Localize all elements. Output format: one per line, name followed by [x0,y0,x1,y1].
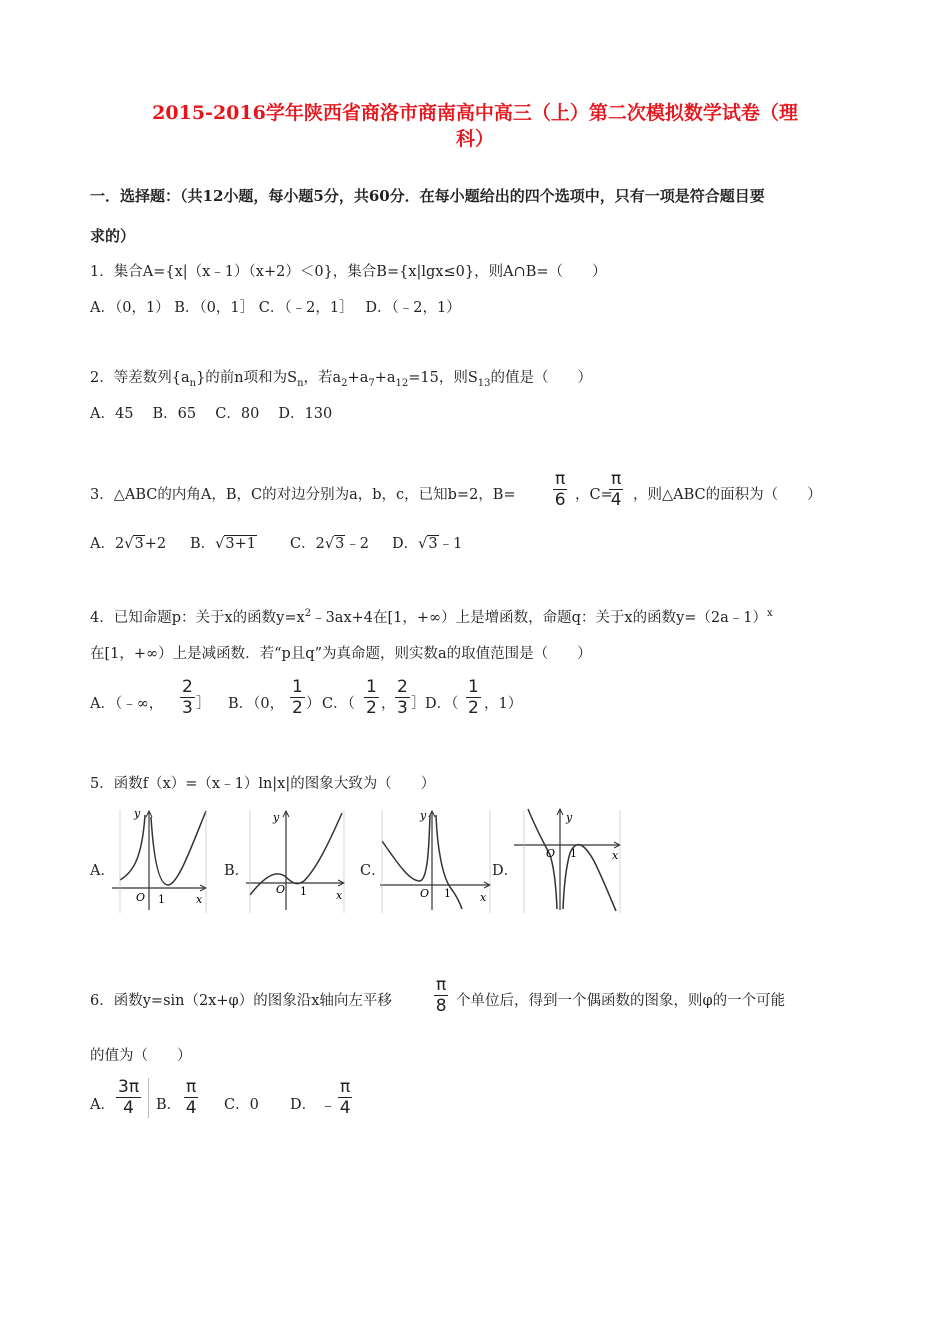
question-6-stem-line-2: 的值为（ ） [90,1048,192,1064]
fraction-pi-over-4: $\frac{\pi}{4}$ [610,469,622,510]
question-4-stem-line-2: 在[1，+∞）上是减函数．若“p且q”为真命题，则实数a的取值范围是（ ） [90,646,592,662]
fraction-2-over-3-c: $\frac{2}{3}$ [397,677,408,718]
graph-option-d [514,805,624,913]
fraction-1-over-2-b: $\frac{1}{2}$ [292,677,303,718]
question-4-option-b-text: B．（0， [228,696,285,712]
question-4-option-c-sep: ， [381,696,396,712]
svg-text:1: 1 [158,893,165,906]
divider [148,1078,149,1118]
section-heading-line-1: 一．选择题：（共12小题，每小题5分，共60分．在每小题给出的四个选项中，只有一项是符合题目要 [90,187,765,205]
question-5-label-a: A． [90,863,115,879]
svg-text:x: x [336,889,343,902]
svg-text:y: y [420,809,427,822]
svg-text:x: x [480,891,487,904]
fraction-pi-over-6: $\frac{\pi}{6}$ [554,469,566,510]
svg-text:1: 1 [570,847,577,860]
question-3-option-c: C．2√3﹣2 [290,536,370,552]
fraction-pi-over-4-b: $\frac{\pi}{4}$ [185,1077,197,1118]
question-4-option-c-text: C．（ [322,696,355,712]
svg-text:O: O [136,891,146,904]
svg-text:O: O [546,847,556,860]
section-heading-line-2: 求的） [90,227,136,245]
fraction-pi-over-8: $\frac{\pi}{8}$ [435,975,447,1016]
question-4-option-d-end: ，1） [484,696,523,712]
question-3-stem-c: ，则△ABC的面积为（ ） [633,487,822,503]
minus-sign: ﹣ [320,1095,337,1114]
question-1-options: A．（0，1） B．（0，1］ C．（﹣2，1］ D．（﹣2，1） [90,300,461,316]
page-title [60,100,890,152]
question-3-option-a: A．2√3+2 [90,536,167,552]
fraction-2-over-3-a: $\frac{2}{3}$ [182,677,193,718]
graph-option-a [112,805,210,913]
question-6-option-b-label: B． [156,1097,182,1113]
fraction-3pi-over-4: $\frac{3\pi}{4}$ [118,1077,140,1118]
svg-text:x: x [196,893,203,906]
svg-text:y: y [134,807,141,820]
question-6-option-d-label: D． [290,1097,317,1113]
question-3-option-b: B．√3+1 [190,536,257,552]
svg-text:x: x [612,849,619,862]
question-4-stem-line-1: 4．已知命题p：关于x的函数$y=x^2﹣3ax+4$在[1，+∞）上是增函数，命题q：关于x的函数y=（2a﹣1）$^x$ [90,608,773,626]
fraction-neg-pi-over-4: $\frac{\pi}{4}$ [339,1077,351,1118]
svg-text:O: O [420,887,430,900]
question-2-options: A．45 B．65 C．80 D．130 [90,406,333,422]
graph-option-c [380,805,494,913]
question-4-option-d-text: D．（ [425,696,459,712]
question-5-label-b: B． [224,863,250,879]
question-6-option-a-label: A． [90,1097,115,1113]
question-6-option-c: C．0 [224,1097,259,1113]
question-1-stem: 1．集合A={x|（x﹣1）（x+2）＜0}，集合B={x|lgx≤0}，则A∩B=（ ） [90,264,607,280]
question-4-option-b-end: ） [306,696,321,712]
title-line-1: 2015-2016学年陕西省商洛市商南高中高三（上）第二次模拟数学试卷（理 [152,102,798,124]
fraction-1-over-2-d: $\frac{1}{2}$ [468,677,479,718]
question-3-stem-a: 3．△ABC的内角A，B，C的对边分别为a，b，c，已知b=2，B= [90,487,516,503]
question-6-stem-a: 6．函数y=sin（2x+φ）的图象沿x轴向左平移 [90,993,392,1009]
question-4-option-a-end: ］ [196,696,211,712]
svg-text:1: 1 [444,887,451,900]
question-6-stem-b: 个单位后，得到一个偶函数的图象，则φ的一个可能 [456,993,786,1009]
question-4-option-c-end: ］ [411,696,426,712]
graph-option-b [246,805,348,913]
title-line-2: 科） [455,128,494,150]
svg-text:1: 1 [300,885,307,898]
question-5-label-c: C． [360,863,386,879]
fraction-1-over-2-c: $\frac{1}{2}$ [366,677,377,718]
question-5-stem: 5．函数f（x）=（x﹣1）ln|x|的图象大致为（ ） [90,776,436,792]
question-2-stem: 2．等差数列$\{a_n\}$的前n项和为$S_n$，若$a_2+a_7+a_{12}=15$，则$S_{13}$的值是（ ） [90,370,593,389]
svg-text:y: y [566,811,573,824]
question-5-label-d: D． [492,863,519,879]
svg-text:O: O [276,883,286,896]
question-3-option-d: D．√3﹣1 [392,536,463,552]
svg-text:y: y [273,811,280,824]
question-4-option-a-text: A．（﹣∞， [90,696,164,712]
question-3-stem-b: ，C= [575,487,613,503]
